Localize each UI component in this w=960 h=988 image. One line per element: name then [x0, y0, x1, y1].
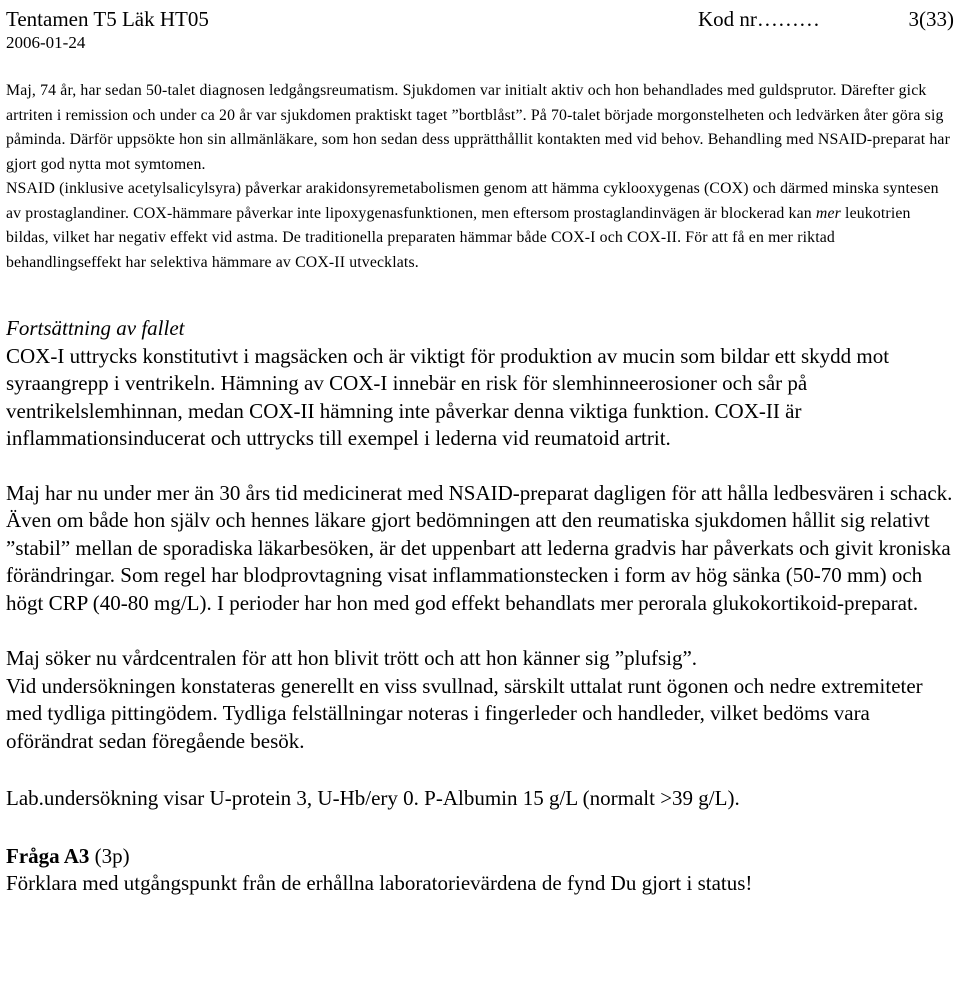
section-heading: Fortsättning av fallet — [6, 316, 185, 340]
code-field: Kod nr……… — [698, 7, 820, 31]
continuation-paragraph-2: Maj har nu under mer än 30 års tid medicinerat med NSAID-preparat dagligen för att hålla ledbesvären i schack. Även om både hon själv och hennes läkare gjort bedömningen att den reumatiska sjukdomen hållit sig relativt ”stabil” mellan de sporadiska läkarbesöken, är det uppenbart att lederna gradvis har påverkats och givit kroniska förändringar. Som regel har blodprovtagning visat inflammationstecken i form av hög sänka (50-70 mm) och högt CRP (40-80 mg/L). I perioder har hon med god effekt behandlats mer perorala glukokortikoid-preparat. — [6, 480, 953, 615]
header-line-2 — [6, 32, 954, 54]
header-line-1 — [6, 6, 954, 32]
case-continuation — [6, 315, 958, 898]
continuation-paragraph-3a: Maj söker nu vårdcentralen för att hon blivit trött och att hon känner sig ”plufsig”. — [6, 646, 698, 670]
question-label: Fråga A3 — [6, 843, 90, 868]
intro-paragraph-2 — [6, 177, 954, 275]
continuation-paragraph-1: COX-I uttrycks konstitutivt i magsäcken och är viktigt för produktion av mucin som bildar ett skydd mot syraangrepp i ventrikeln. Hämning av COX-I innebär en risk för slemhinneerosioner och sår på ventrikelslemhinnan, medan COX-II hämning inte påverkar denna viktiga funktion. COX-II är inflammationsinducerat och uttrycks till exempel i lederna vid reumatoid artrit. — [6, 343, 890, 450]
case-intro — [6, 79, 954, 275]
intro-paragraph-1: Maj, 74 år, har sedan 50-talet diagnosen ledgångsreumatism. Sjukdomen var initialt aktiv och hon behandlades med guldsprutor. Därefter gick artriten i remission och under ca 20 år var sjukdomen praktiskt taget ”bortblåst”. På 70-talet började morgonstelheten och ledvärken åter göra sig påminda. Därför uppsökte hon sin allmänläkare, som hon sedan dess upprätthållit kontakten med vid behov. Behandling med NSAID-preparat har gjort god nytta mot symtomen. — [6, 82, 950, 173]
exam-date: 2006-01-24 — [6, 33, 86, 52]
exam-title: Tentamen T5 Läk HT05 — [6, 7, 209, 31]
page-number: 3(33) — [908, 7, 954, 31]
intro-p2-part-b: leukotrien bildas, vilket har negativ effekt vid astma. De traditionella preparaten hämmar både COX-I och COX-II. För att få en mer riktad behandlingseffekt har selektiva hämmare av COX-II utvecklats. — [6, 204, 911, 271]
question-heading — [6, 843, 958, 871]
page-header — [6, 6, 954, 54]
intro-p2-emphasis: mer — [815, 204, 841, 222]
lab-results: Lab.undersökning visar U-protein 3, U-Hb/ery 0. P-Albumin 15 g/L (normalt >39 g/L). — [6, 786, 740, 810]
question-text: Förklara med utgångspunkt från de erhållna laboratorievärdena de fynd Du gjort i status! — [6, 871, 753, 895]
question-points: (3p) — [89, 843, 130, 868]
continuation-paragraph-3b: Vid undersökningen konstateras generellt en viss svullnad, särskilt uttalat runt ögonen och nedre extremiteter med tydliga pittingödem. Tydliga felställningar noteras i fingerleder och handleder, vilket bedöms vara oförändrat sedan föregående besök. — [6, 673, 923, 753]
intro-p2-part-a: NSAID (inklusive acetylsalicylsyra) påverkar arakidonsyremetabolismen genom att hämma cyklooxygenas (COX) och därmed minska syntesen av prostaglandiner. COX-hämmare påverkar inte lipoxygenasfunktionen, men eftersom prostaglandinvägen är blockerad kan — [6, 180, 939, 222]
